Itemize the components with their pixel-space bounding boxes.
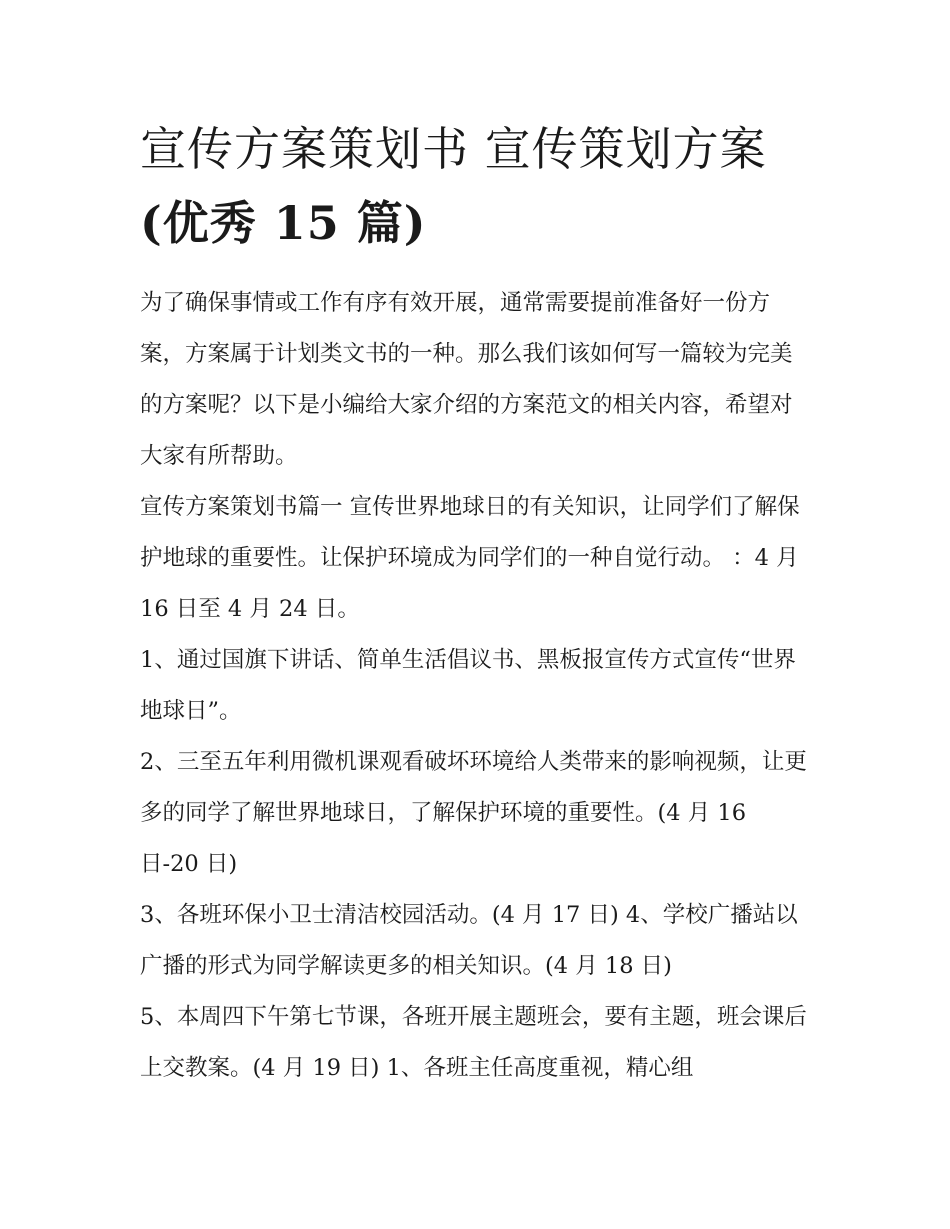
document-title [140,112,810,260]
section-one-paragraph: 宣传方案策划书篇一 宣传世界地球日的有关知识，让同学们了解保护地球的重要性。让保护环境成为同学们的一种自觉行动。 ：4 月 16 日至 4 月 24 日。 [140,494,800,622]
list-item-5: 5、本周四下午第七节课，各班开展主题班会，要有主题，班会课后上交教案。(4 月 19 日) 1、各班主任高度重视，精心组 [140,1004,807,1081]
title-line-1: 宣传方案策划书 宣传策划方案 [140,122,767,176]
document-page [140,112,810,1094]
intro-paragraph: 为了确保事情或工作有序有效开展，通常需要提前准备好一份方案，方案属于计划类文书的一种。那么我们该如何写一篇较为完美的方案呢？以下是小编给大家介绍的方案范文的相关内容，希望对大家有所帮助。 [140,290,793,469]
list-item-3: 3、各班环保小卫士清洁校园活动。(4 月 17 日) 4、学校广播站以广播的形式为同学解读更多的相关知识。(4 月 18 日) [140,902,798,979]
title-line-2: (优秀 15 篇) [140,196,427,250]
list-item-2: 2、三至五年利用微机课观看破坏环境给人类带来的影响视频，让更多的同学了解世界地球日，了解保护环境的重要性。(4 月 16 日-20 日) [140,749,807,877]
list-item-1: 1、通过国旗下讲话、简单生活倡议书、黑板报宣传方式宣传“世界地球日”。 [140,647,796,724]
